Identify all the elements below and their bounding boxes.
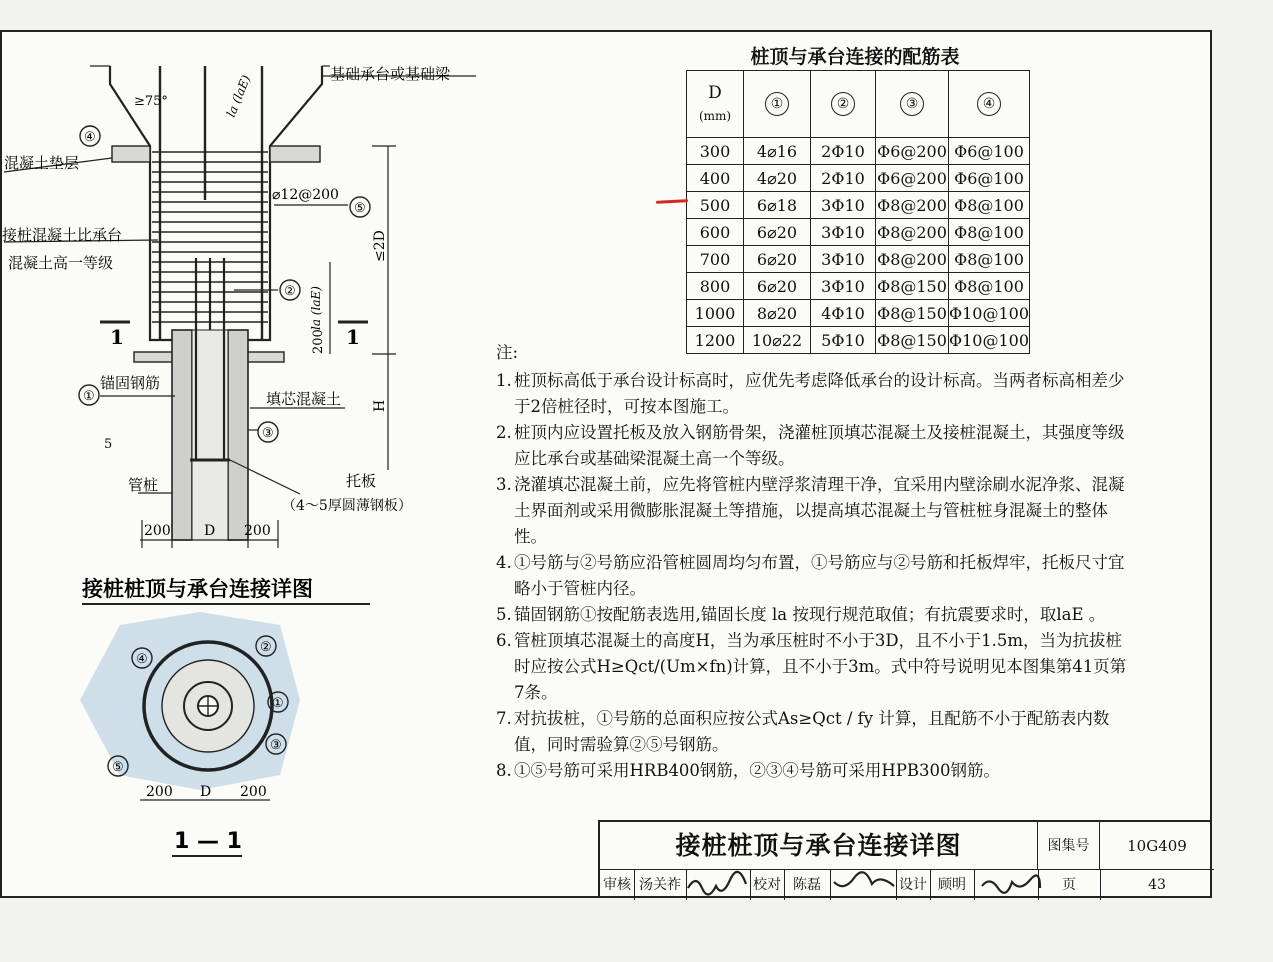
svg-text:⑤: ⑤ [112,760,124,775]
page-number: 43 [1148,877,1166,893]
label-rebar5: ⌀12@200 [272,187,339,203]
label-angle: ≥75° [134,94,168,109]
signatures [684,868,1054,902]
label-pile-conc-2: 混凝土高一等级 [8,254,114,272]
callout-3: ③ [262,426,274,441]
label-cushion: 混凝土垫层 [4,154,80,172]
header-col-2: ② [811,71,876,138]
callout-2: ② [284,284,296,299]
label-cap: 基础承台或基础梁 [330,65,451,83]
label-plate: 托板 [346,472,377,490]
callout-5-ref: 5 [104,437,113,452]
header-d: D (mm) [687,71,744,138]
label-pile-conc-1: 接桩混凝土比承台 [2,226,123,244]
table-row: 600 6⌀20 3Φ10 Φ8@200 Φ8@100 [687,219,1030,246]
dim-d: D [204,523,216,539]
section-mark-left: 1 [110,325,124,349]
section-mark-right: 1 [346,325,360,349]
label-la-top: la (laE) [223,73,254,120]
table-row: 400 4⌀20 2Φ10 Φ6@200 Φ6@100 [687,165,1030,192]
note-item: 2. 桩顶内应设置托板及放入钢筋骨架，浇灌桩顶填芯混凝土及接桩混凝土，其强度等级应比承台或基础梁混凝土高一个等级。 [496,423,1125,468]
section-caption: 1 — 1 [174,829,242,854]
callout-1: ① [83,389,95,404]
label-fill: 填芯混凝土 [266,390,342,408]
check-label: 校对 [750,870,785,900]
note-item: 6. 管桩顶填芯混凝土的高度H，当为承压桩时不小于3D，且不小于1.5m，当为抗拔桩时应按公式H≥Qct/(Um×fn)计算，且不小于3m。式中符号说明见本图集第41页第7条。 [496,631,1127,702]
section-view [80,612,300,856]
checker: 陈磊 [784,870,831,900]
note-item: 1. 桩顶标高低于承台设计标高时，应优先考虑降低承台的设计标高。当两者标高相差少于2倍桩径时，可按本图施工。 [496,371,1125,416]
cushion-right [270,146,320,162]
header-col-4: ④ [949,71,1030,138]
label-plate-note: （4～5厚圆薄钢板） [282,498,412,514]
atlas-number: 10G409 [1100,822,1214,870]
design-label: 设计 [896,870,931,900]
note-item: 3. 浇灌填芯混凝土前，应先将管桩内壁浮浆清理干净，宜采用内壁涂刷水泥净浆、混凝土界面剂或采用微膨胀混凝土等措施，以提高填芯混凝土与管桩桩身混凝土的整体性。 [496,475,1125,546]
svg-text:④: ④ [136,652,148,667]
table-title: 桩顶与承台连接的配筋表 [750,46,960,68]
note-item: 5. 锚固钢筋①按配筋表选用,锚固长度 la 按现行规范取值；有抗震要求时，取laE 。 [496,605,1106,624]
note-item: 7. 对抗拔桩，①号筋的总面积应按公式As≥Qct / fy 计算，且配筋不小于配筋表内数值，同时需验算②⑤号钢筋。 [496,709,1110,754]
table-row: 800 6⌀20 3Φ10 Φ8@150 Φ8@100 [687,273,1030,300]
drawing-caption: 接桩桩顶与承台连接详图 [82,577,313,601]
rebar-table [686,70,1030,354]
label-2d: ≤2D [372,230,388,262]
note-item: 8. ①⑤号筋可采用HRB400钢筋，②③④号筋可采用HPB300钢筋。 [496,761,1001,780]
svg-text:②: ② [260,640,272,655]
dim-right: 200 [244,523,271,539]
label-pipe: 管桩 [128,476,159,494]
notes [496,340,1136,784]
label-anchor: 锚固钢筋 [100,374,161,392]
title-block-title: 接桩桩顶与承台连接详图 [600,822,1038,870]
table-row: 300 4⌀16 2Φ10 Φ6@200 Φ6@100 [687,138,1030,165]
pipe-pile [172,330,248,540]
label-la-mid: la (laE) [309,286,323,330]
table-row: 500 6⌀18 3Φ10 Φ8@200 Φ8@100 [687,192,1030,219]
reviewer: 汤关祚 [634,870,687,900]
header-col-1: ① [744,71,811,138]
sec-dim-d: D [200,784,212,800]
notes-heading: 注: [496,343,519,362]
cushion-left [112,146,150,162]
sec-dim-left: 200 [146,784,173,800]
note-item: 4. ①号筋与②号筋应沿管桩圆周均匀布置，①号筋应与②号筋和托板焊牢，托板尺寸宜略小于管桩内径。 [496,553,1125,598]
callout-5: ⑤ [354,201,366,216]
svg-text:③: ③ [270,738,282,753]
sec-dim-right: 200 [240,784,267,800]
table-row: 1200 10⌀22 5Φ10 Φ8@150 Φ10@100 [687,327,1030,354]
table-header-row [687,71,1030,138]
header-col-3: ③ [876,71,949,138]
table-row: 1000 8⌀20 4Φ10 Φ8@150 Φ10@100 [687,300,1030,327]
svg-text:①: ① [272,696,284,711]
designer: 顾明 [930,870,975,900]
page-label: 页 [1038,870,1101,900]
label-200: 200 [311,329,326,354]
atlas-label: 图集号 [1038,822,1100,870]
label-h: H [372,399,388,412]
callout-4: ④ [84,130,96,145]
table-row: 700 6⌀20 3Φ10 Φ8@200 Φ8@100 [687,246,1030,273]
dim-left: 200 [144,523,171,539]
review-label: 审核 [600,870,635,900]
